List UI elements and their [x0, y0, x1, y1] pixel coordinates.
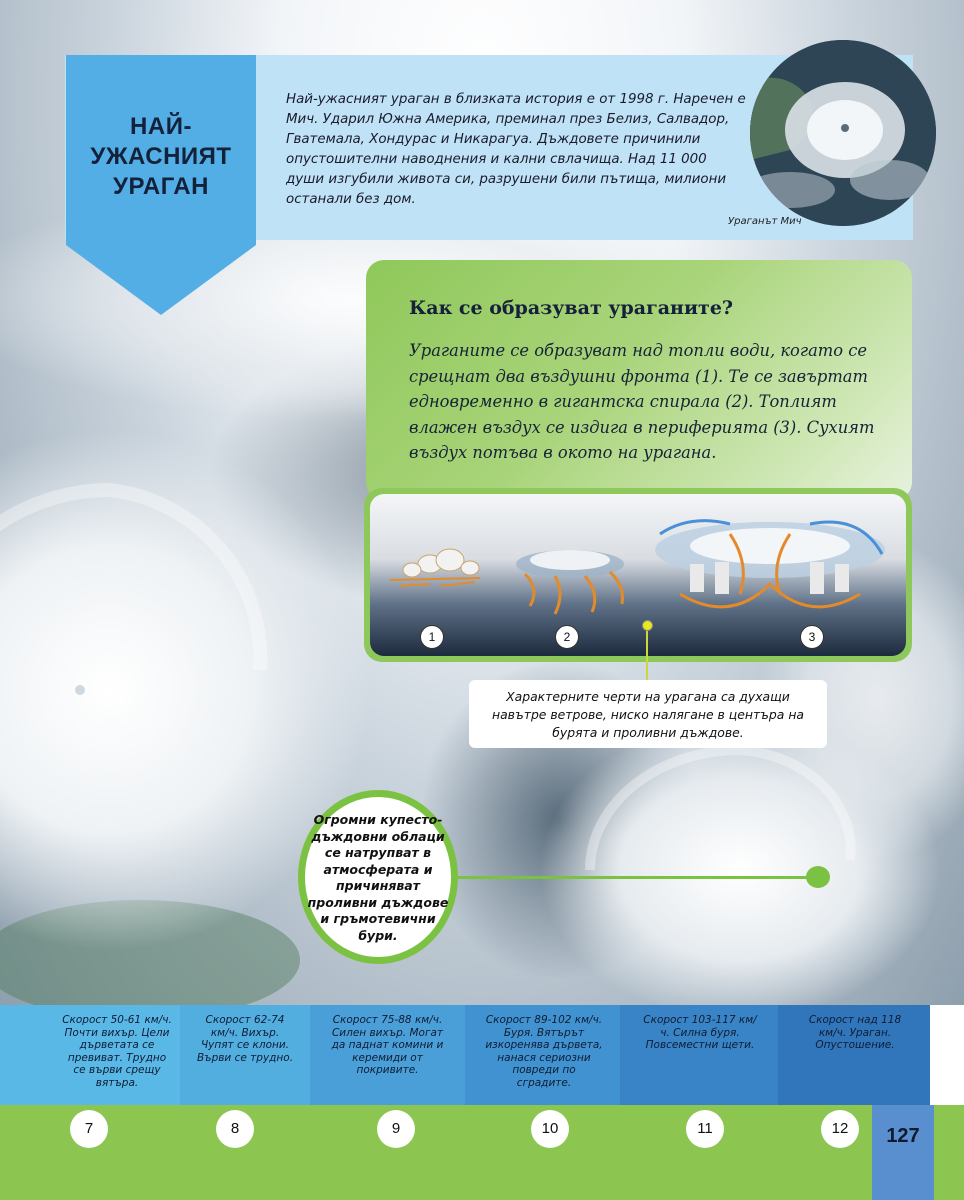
title-line-1: НАЙ- — [130, 113, 192, 140]
scale-number-9: 9 — [377, 1110, 415, 1148]
title-line-2: УЖАСНИЯТ — [90, 143, 232, 170]
scale-text-9: Скорост 75-88 км/ч. Силен вихър. Могат да паднат комини и керемиди от покривите. — [331, 1014, 444, 1076]
caption-connector — [646, 624, 648, 682]
scale-text-7: Скорост 50-61 км/ч. Почти вихър. Цели дърветата се превиват. Трудно се върви срещу вятъра. — [62, 1014, 172, 1089]
section-title — [66, 112, 256, 202]
stage-2-number: 2 — [555, 625, 579, 649]
stage-2-illustration — [516, 550, 624, 614]
diagram-caption: Характерните черти на урагана са духащи навътре ветрове, ниско налягане в центъра на бурята и проливни дъждове. — [491, 689, 805, 740]
title-line-3: УРАГАН — [113, 173, 209, 200]
callout-pointer-dot — [806, 866, 830, 888]
scale-text-8: Скорост 62-74 км/ч. Вихър. Чупят се клони. Върви се трудно. — [196, 1014, 294, 1064]
scale-number-12: 12 — [821, 1110, 859, 1148]
callout-text: Огромни купесто-дъждовни облаци се натрупват в атмосферата и причиняват проливни дъждове и гръмотевични бури. — [307, 812, 449, 943]
stage-3-number: 3 — [800, 625, 824, 649]
stage-1-illustration — [390, 549, 480, 586]
scale-text-10: Скорост 89-102 км/ч. Буря. Вятърът изкоренява дървета, нанася сериозни повреди по сградите. — [485, 1014, 603, 1089]
callout-pointer-line — [450, 876, 812, 879]
stage-1-number: 1 — [420, 625, 444, 649]
formation-diagram — [370, 494, 906, 656]
photo-caption: Ураганът Мич — [728, 216, 802, 227]
scale-text-12: Скорост над 118 км/ч. Ураган. Опустошение. — [808, 1014, 902, 1051]
scale-number-strip — [0, 1105, 964, 1200]
formation-text: Ураганите се образуват над топли води, когато се срещнат два въздушни фронта (1). Те се завъртат едновременно в гигантска спирала (2). Топлият влажен въздух се издига в периферията (3). Сухият въздух потъва в окото на урагана. — [409, 341, 875, 462]
hurricane-mitch-photo — [750, 40, 936, 226]
scale-text-11: Скорост 103-117 км/ч. Силна буря. Повсеместни щети. — [643, 1014, 757, 1051]
scale-number-10: 10 — [531, 1110, 569, 1148]
intro-text: Най-ужасният ураган в близката история е от 1998 г. Наречен е Мич. Ударил Южна Америка, преминал през Белиз, Салвадор, Гватемала, Хондурас и Никарагуа. Дъждовете причинили опустошителни наводнения и кални свлачища. Над 11 000 души изгубили живота си, разрушени били пътища, милиони останали без дом. — [286, 92, 746, 207]
scale-number-8: 8 — [216, 1110, 254, 1148]
page-number: 127 — [886, 1125, 920, 1147]
stage-3-illustration — [655, 521, 885, 607]
page-number-tab — [872, 1105, 934, 1200]
scale-number-7: 7 — [70, 1110, 108, 1148]
connector-dot — [642, 620, 653, 631]
formation-title: Как се образуват ураганите? — [409, 297, 734, 319]
scale-number-11: 11 — [686, 1110, 724, 1148]
